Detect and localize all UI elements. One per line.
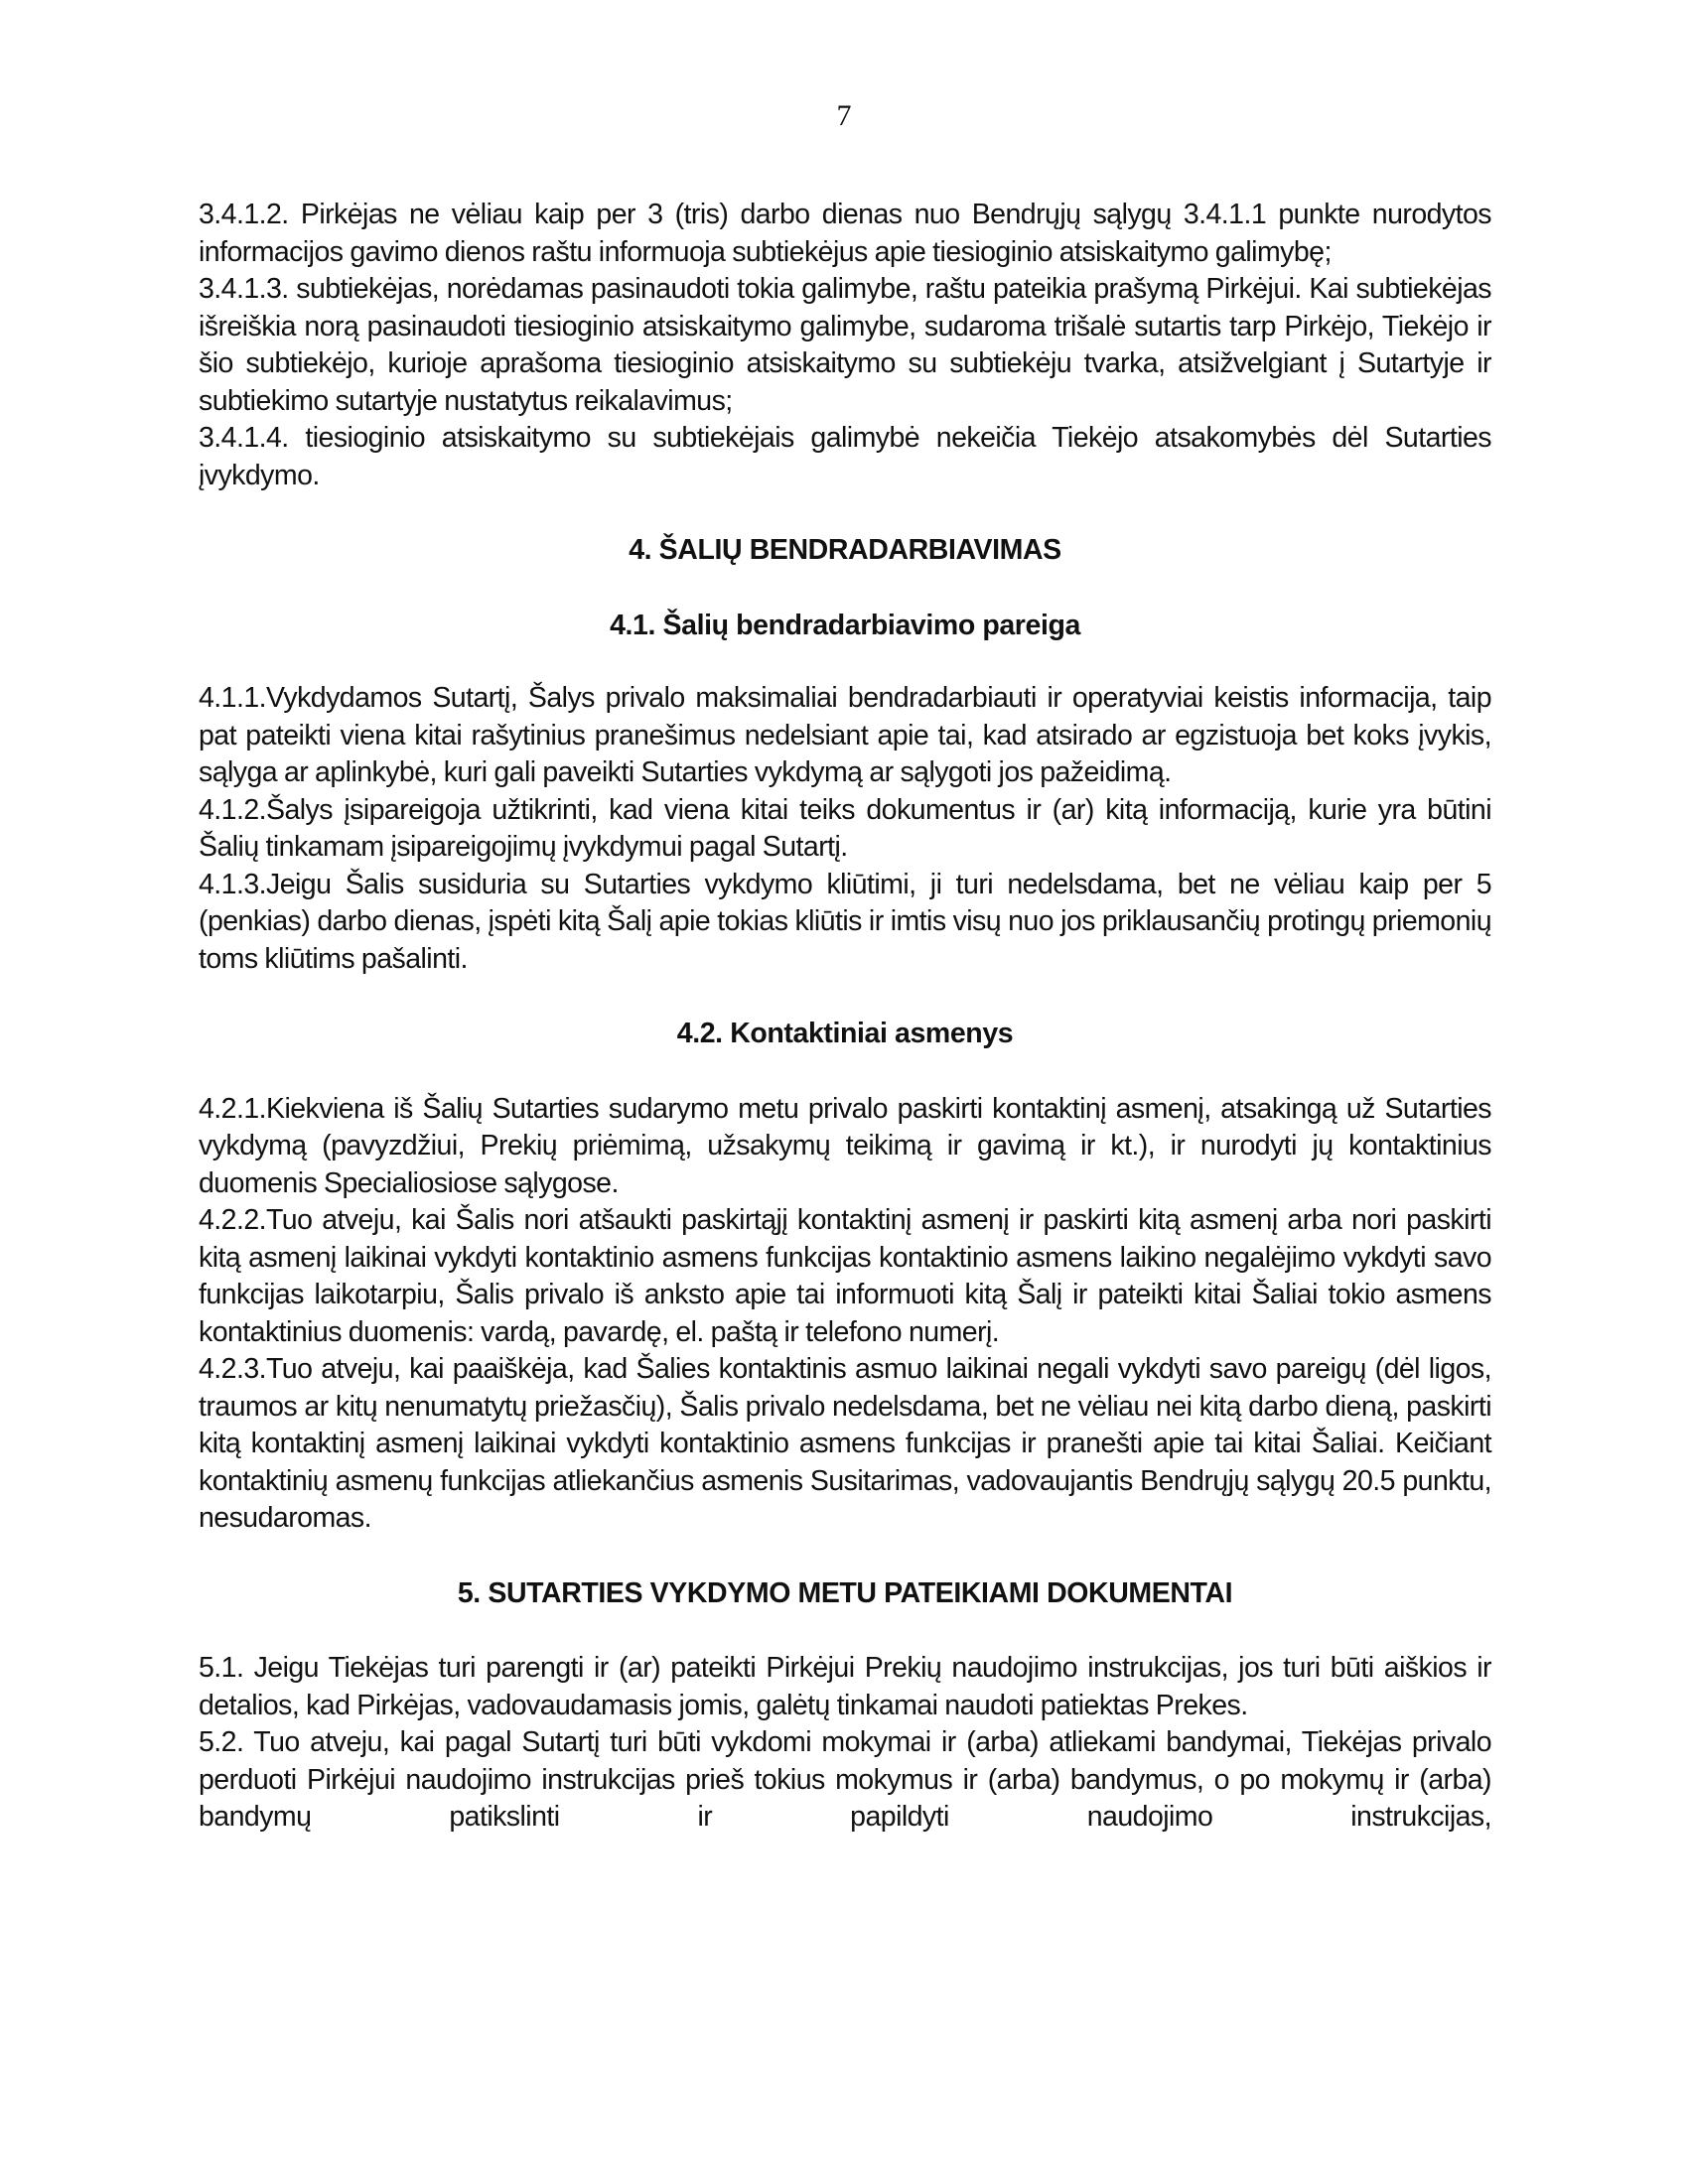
clause-4-2-3: 4.2.3.Tuo atveju, kai paaiškėja, kad Šalies kontaktinis asmuo laikinai negali vykdyti savo pareigų (dėl ligos, traumos ar kitų nenumatytų priežasčių), Šalis privalo nedelsdama, bet ne vėliau nei kitą darbo dieną, paskirti kitą kontaktinį asmenį laikinai vykdyti kontaktinio asmens funkcijas ir pranešti apie tai kitai Šaliai. Keičiant kontaktinių asmenų funkcijas atliekančius asmenis Susitarimas, vadovaujantis Bendrųjų sąlygų 20.5 punktu, nesudaromas.: [199, 1353, 1491, 1534]
subsection-4-2-heading: 4.2. Kontaktiniai asmenys: [676, 1018, 1014, 1049]
section-4-heading: 4. ŠALIŲ BENDRADARBIAVIMAS: [629, 534, 1061, 566]
clause-4-1-2: 4.1.2.Šalys įsipareigoja užtikrinti, kad viena kitai teiks dokumentus ir (ar) kitą informaciją, kurie yra būtini Šalių tinkamam įsipareigojimų įvykdymui pagal Sutartį.: [199, 793, 1491, 863]
clause-4-2-1: 4.2.1.Kiekviena iš Šalių Sutarties sudarymo metu privalo paskirti kontaktinį asmenį, atsakingą už Sutarties vykdymą (pavyzdžiui, Prekių priėmimą, užsakymų teikimą ir gavimą ir kt.), ir nurodyti jų kontaktinius duomenis Specialiosiose sąlygose.: [199, 1092, 1491, 1199]
clause-4-1-3: 4.1.3.Jeigu Šalis susiduria su Sutarties vykdymo kliūtimi, ji turi nedelsdama, bet ne vėliau kaip per 5 (penkias) darbo dienas, įspėti kitą Šalį apie tokias kliūtis ir imtis visų nuo jos priklausančių protingų priemonių toms kliūtims pašalinti.: [199, 868, 1491, 975]
clause-3-4-1-3: 3.4.1.3. subtiekėjas, norėdamas pasinaudoti tokia galimybe, raštu pateikia prašymą Pirkėjui. Kai subtiekėjas išreiškia norą pasinaudoti tiesioginio atsiskaitymo galimybe, sudaroma trišalė sutartis tarp Pirkėjo, Tiekėjo ir šio subtiekėjo, kurioje aprašoma tiesioginio atsiskaitymo su subtiekėju tvarka, atsižvelgiant į Sutartyje ir subtiekimo sutartyje nustatytus reikalavimus;: [199, 273, 1491, 417]
clause-3-4-1-2: 3.4.1.2. Pirkėjas ne vėliau kaip per 3 (tris) darbo dienas nuo Bendrųjų sąlygų 3.4.1.1 punkte nurodytos informacijos gavimo dienos raštu informuoja subtiekėjus apie tiesioginio atsiskaitymo galimybę;: [199, 199, 1491, 268]
clause-4-2-2: 4.2.2.Tuo atveju, kai Šalis nori atšaukti paskirtąjį kontaktinį asmenį ir paskirti kitą asmenį arba nori paskirti kitą asmenį laikinai vykdyti kontaktinio asmens funkcijas kontaktinio asmens laikino negalėjimo vykdyti savo funkcijas laikotarpiu, Šalis privalo iš anksto apie tai informuoti kitą Šalį ir pateikti kitai Šaliai tokio asmens kontaktinius duomenis: vardą, pavardę, el. paštą ir telefono numerį.: [199, 1204, 1491, 1348]
page-number: 7: [836, 99, 852, 132]
clause-5-1: 5.1. Jeigu Tiekėjas turi parengti ir (ar) pateikti Pirkėjui Prekių naudojimo instrukcijas, jos turi būti aiškios ir detalios, kad Pirkėjas, vadovaudamasis jomis, galėtų tinkamai naudoti patiektas Prekes.: [199, 1652, 1491, 1721]
clause-5-2: 5.2. Tuo atveju, kai pagal Sutartį turi būti vykdomi mokymai ir (arba) atliekami bandymai, Tiekėjas privalo perduoti Pirkėjui naudojimo instrukcijas prieš tokius mokymus ir (arba) bandymus, o po mokymų ir (arba) bandymų patikslinti ir papildyti naudojimo instrukcijas,: [199, 1726, 1491, 1833]
document-body: [199, 197, 1491, 1837]
section-5-heading: 5. SUTARTIES VYKDYMO METU PATEIKIAMI DOKUMENTAI: [457, 1576, 1233, 1609]
subsection-4-1-heading: 4.1. Šalių bendradarbiavimo pareiga: [610, 609, 1080, 641]
clause-3-4-1-4: 3.4.1.4. tiesioginio atsiskaitymo su subtiekėjais galimybė nekeičia Tiekėjo atsakomybės dėl Sutarties įvykdymo.: [199, 422, 1491, 491]
clause-4-1-1: 4.1.1.Vykdydamos Sutartį, Šalys privalo maksimaliai bendradarbiauti ir operatyviai keistis informacija, taip pat pateikti viena kitai rašytinius pranešimus nedelsiant apie tai, kad atsirado ar egzistuoja bet koks įvykis, sąlyga ar aplinkybė, kuri gali paveikti Sutarties vykdymą ar sąlygoti jos pažeidimą.: [199, 682, 1491, 788]
